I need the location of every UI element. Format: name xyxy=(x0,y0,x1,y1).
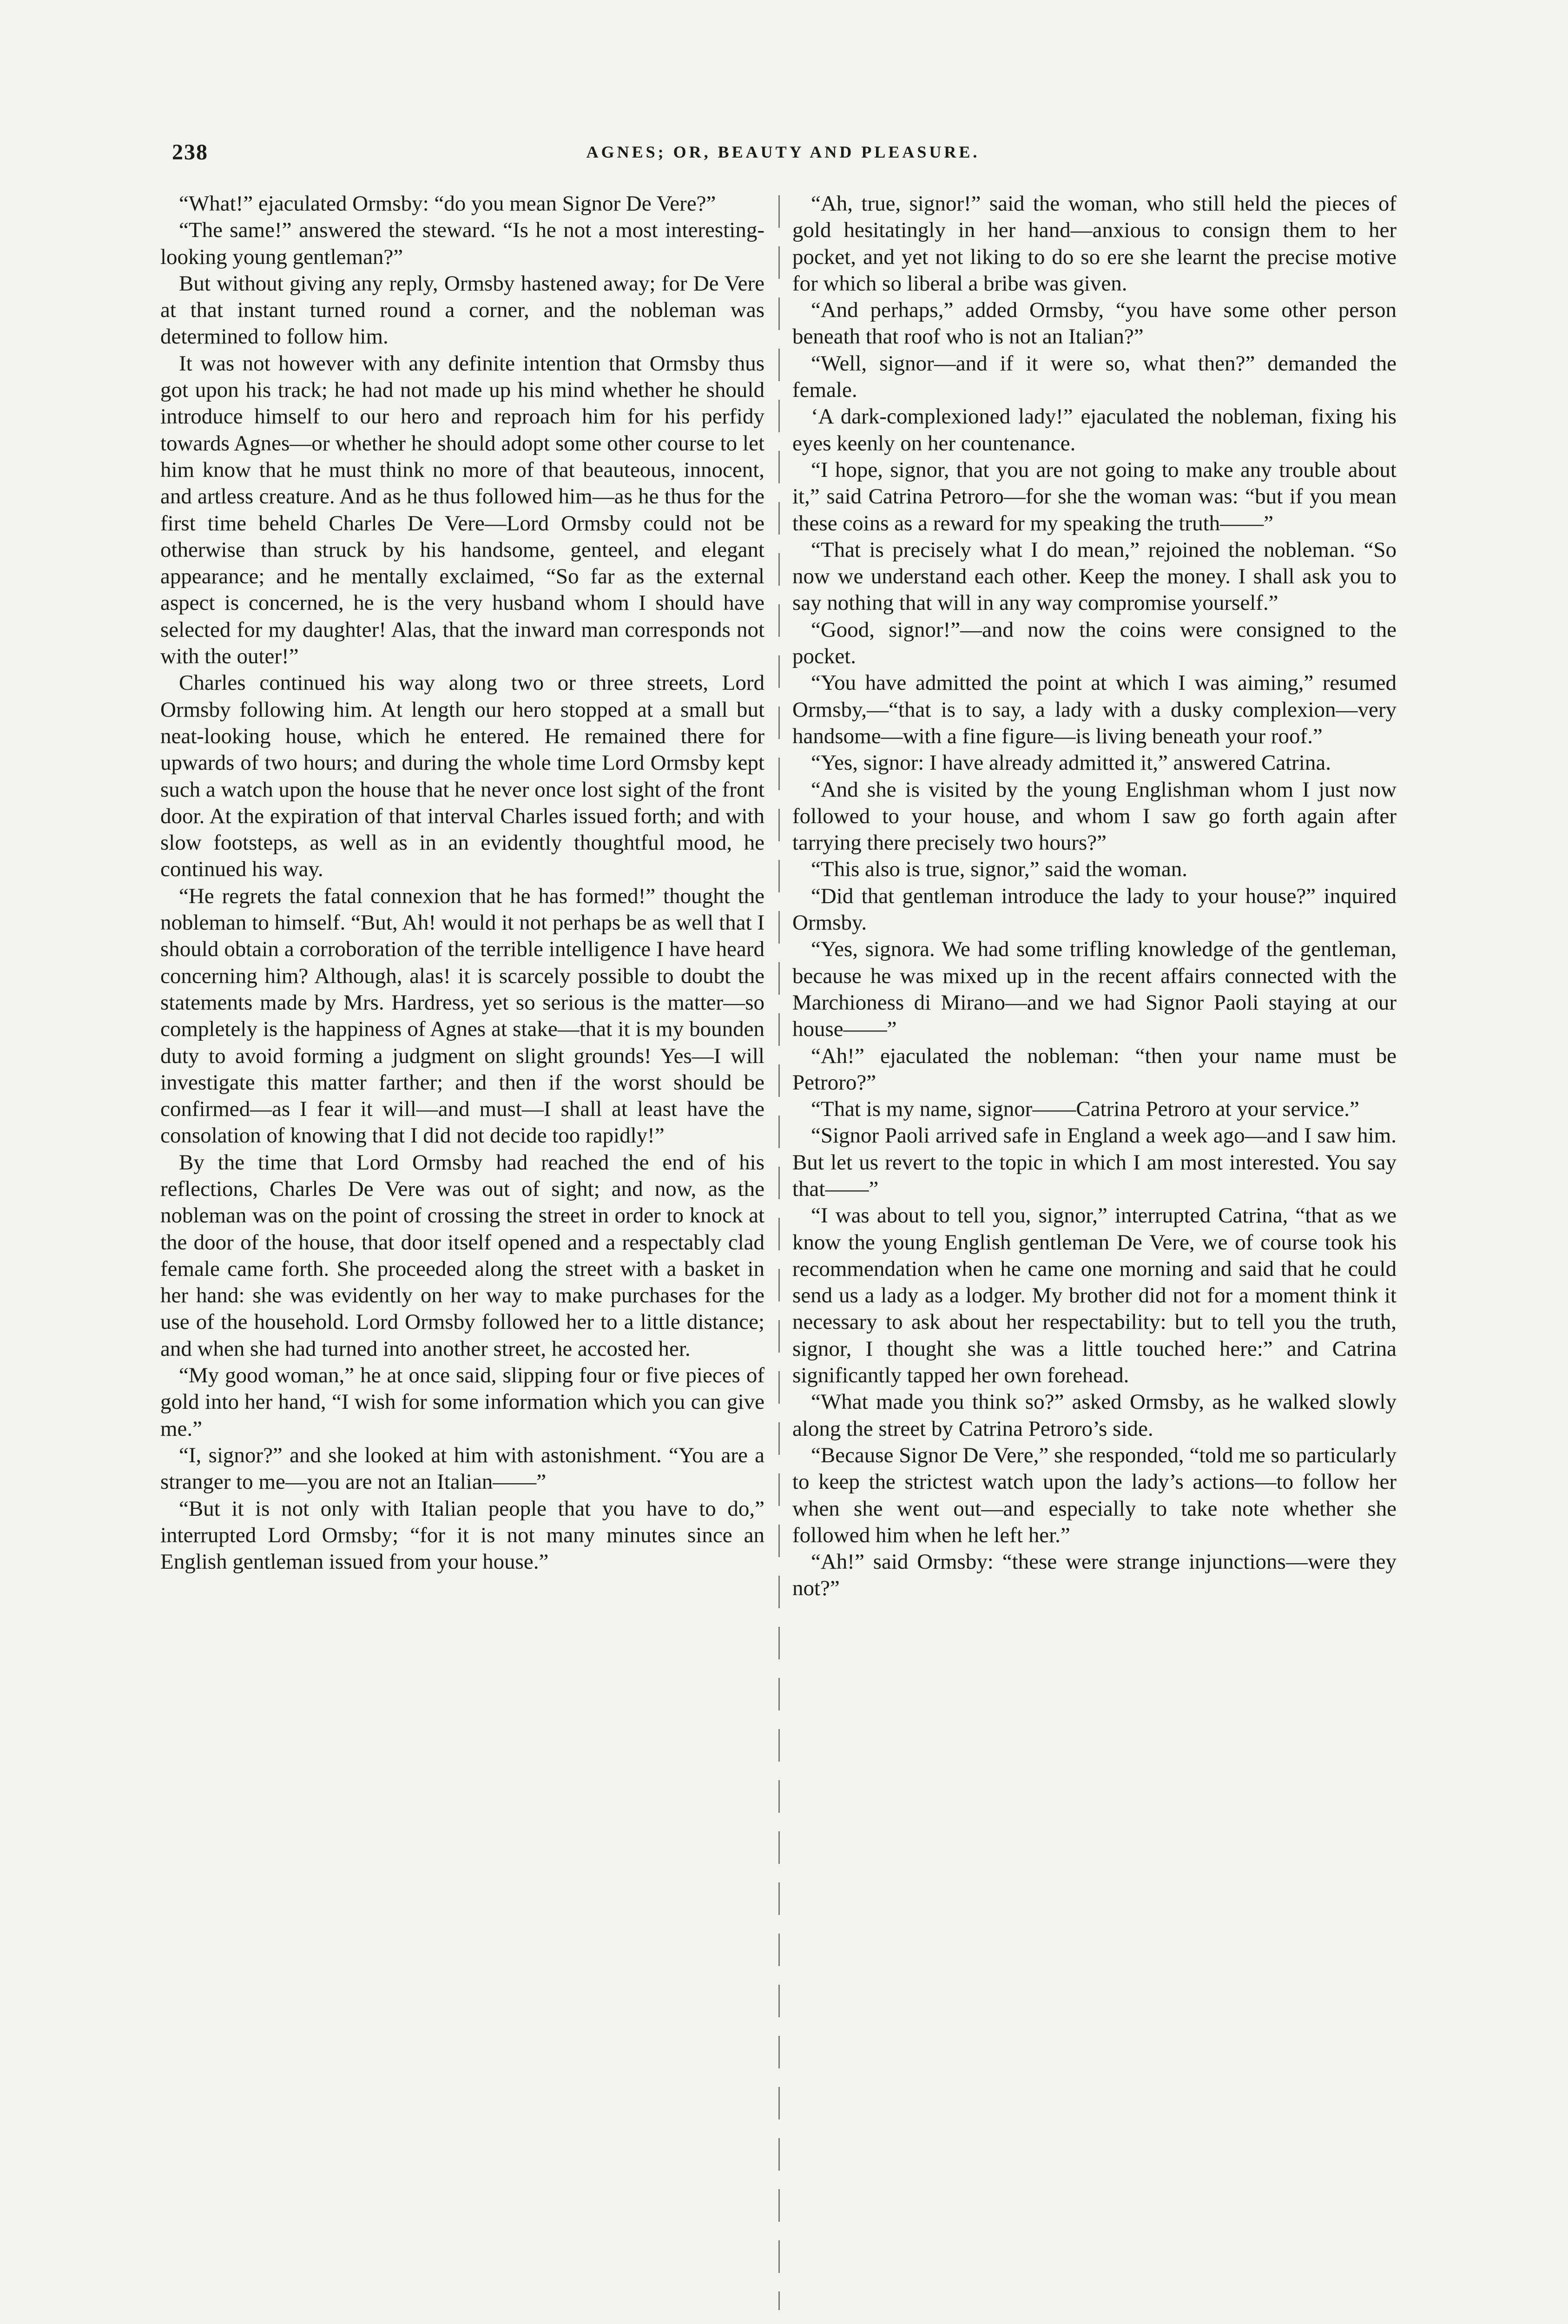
paragraph: “But it is not only with Italian people that you have to do,” interrupted Lord Ormsby; “for it is not many minutes since an English gentleman issued from your house.” xyxy=(160,1496,764,1574)
paragraph: Charles continued his way along two or three streets, Lord Ormsby following him. At length our hero stopped at a small but neat-looking house, which he entered. He remained there for upwards of two hours; and during the whole time Lord Ormsby kept such a watch upon the house that he never once lost sight of the front door. At the expiration of that interval Charles issued forth; and with slow footsteps, as well as in an evidently thoughtful mood, he continued his way. xyxy=(160,671,764,882)
paragraph: “This also is true, signor,” said the woman. xyxy=(811,857,1188,882)
page-number: 238 xyxy=(172,140,208,165)
paragraph: But without giving any reply, Ormsby hastened away; for De Vere at that instant turned round a corner, and the nobleman was determined to follow him. xyxy=(160,271,764,349)
column-divider xyxy=(778,195,780,2310)
paragraph: “And she is visited by the young Englishman whom I just now followed to your house, and whom I saw go forth again after tarrying there precisely two hours?” xyxy=(792,777,1397,855)
paragraph: “What!” ejaculated Ormsby: “do you mean Signor De Vere?” xyxy=(179,191,716,216)
paragraph: “I, signor?” and she looked at him with astonishment. “You are a stranger to me—you are not an Italian——” xyxy=(160,1443,764,1494)
paragraph: “Ah!” ejaculated the nobleman: “then your name must be Petroro?” xyxy=(792,1043,1397,1095)
paragraph: “I hope, signor, that you are not going to make any trouble about it,” said Catrina Petroro—for she the woman was: “but if you mean these coins as a reward for my speaking the truth——” xyxy=(792,457,1397,535)
paragraph: ‘A dark-complexioned lady!” ejaculated the nobleman, fixing his eyes keenly on her countenance. xyxy=(792,404,1397,456)
paragraph: “Good, signor!”—and now the coins were consigned to the pocket. xyxy=(792,617,1397,669)
paragraph: “Signor Paoli arrived safe in England a week ago—and I saw him. But let us revert to the topic in which I am most interested. You say that——” xyxy=(792,1123,1397,1201)
paragraph: “Did that gentleman introduce the lady to your house?” inquired Ormsby. xyxy=(792,884,1397,935)
paragraph: “That is precisely what I do mean,” rejoined the nobleman. “So now we understand each other. Keep the money. I shall ask you to say nothing that will in any way compromise yourself.” xyxy=(792,537,1397,615)
paragraph: It was not however with any definite intention that Ormsby thus got upon his track; he had not made up his mind whether he should introduce himself to our hero and reproach him for his perfidy towards Agnes—or whether he should adopt some other course to let him know that he must think no more of that beauteous, innocent, and artless creature. And as he thus followed him—as he thus for the first time beheld Charles De Vere—Lord Ormsby could not be otherwise than struck by his handsome, genteel, and elegant appearance; and he mentally exclaimed, “So far as the external aspect is concerned, he is the very husband whom I should have selected for my daughter! Alas, that the inward man corresponds not with the outer!” xyxy=(160,351,764,669)
paragraph: “You have admitted the point at which I was aiming,” resumed Ormsby,—“that is to say, a lady with a dusky complexion—very handsome—with a fine figure—is living beneath your roof.” xyxy=(792,671,1397,748)
right-column xyxy=(792,191,1397,1602)
paragraph: “My good woman,” he at once said, slipping four or five pieces of gold into her hand, “I wish for some information which you can give me.” xyxy=(160,1363,764,1441)
left-column xyxy=(160,191,764,1575)
page-header xyxy=(172,139,1394,172)
paragraph: “Ah, true, signor!” said the woman, who still held the pieces of gold hesitatingly in her hand—anxious to consign them to her pocket, and yet not liking to do so ere she learnt the precise motive for which so liberal a bribe was given. xyxy=(792,191,1397,296)
paragraph: “Yes, signora. We had some trifling knowledge of the gentleman, because he was mixed up in the recent affairs connected with the Marchioness di Mirano—and we had Signor Paoli staying at our house——” xyxy=(792,937,1397,1042)
running-head: AGNES; OR, BEAUTY AND PLEASURE. xyxy=(586,143,980,161)
paragraph: “Yes, signor: I have already admitted it,” answered Catrina. xyxy=(811,751,1331,775)
paragraph: “What made you think so?” asked Ormsby, as he walked slowly along the street by Catrina Petroro’s side. xyxy=(792,1390,1397,1441)
paragraph: “Because Signor De Vere,” she responded, “told me so particularly to keep the strictest watch upon the lady’s actions—to follow her when she went out—and especially to take note whether she followed him when he left her.” xyxy=(792,1443,1397,1547)
paragraph: “I was about to tell you, signor,” interrupted Catrina, “that as we know the young English gentleman De Vere, we of course took his recommendation when he came one morning and said that he could send us a lady as a lodger. My brother did not for a moment think it necessary to ask about her respectability: but to tell you the truth, signor, I thought she was a little touched here:” and Catrina significantly tapped her own forehead. xyxy=(792,1203,1397,1388)
paragraph: “And perhaps,” added Ormsby, “you have some other person beneath that roof who is not an Italian?” xyxy=(792,298,1397,349)
paragraph: “That is my name, signor——Catrina Petroro at your service.” xyxy=(811,1097,1359,1122)
paragraph: By the time that Lord Ormsby had reached the end of his reflections, Charles De Vere was out of sight; and now, as the nobleman was on the point of crossing the street in order to knock at the door of the house, that door itself opened and a respectably clad female came forth. She proceeded along the street with a basket in her hand: she was evidently on her way to make purchases for the use of the household. Lord Ormsby followed her to a little distance; and when she had turned into another street, he accosted her. xyxy=(160,1150,764,1361)
paragraph: “The same!” answered the steward. “Is he not a most interesting-looking young gentleman?” xyxy=(160,218,764,269)
paragraph: “Well, signor—and if it were so, what then?” demanded the female. xyxy=(792,351,1397,403)
paragraph: “He regrets the fatal connexion that he has formed!” thought the nobleman to himself. “But, Ah! would it not perhaps be as well that I should obtain a corroboration of the terrible intelligence I have heard concerning him? Although, alas! it is scarcely possible to doubt the statements made by Mrs. Hardress, yet so serious is the matter—so completely is the happiness of Agnes at stake—that it is my bounden duty to avoid forming a judgment on slight grounds! Yes—I will investigate this matter farther; and then if the worst should be confirmed—as I fear it will—and must—I shall at least have the consolation of knowing that I did not decide too rapidly!” xyxy=(160,884,764,1148)
paragraph: “Ah!” said Ormsby: “these were strange injunctions—were they not?” xyxy=(792,1550,1397,1601)
